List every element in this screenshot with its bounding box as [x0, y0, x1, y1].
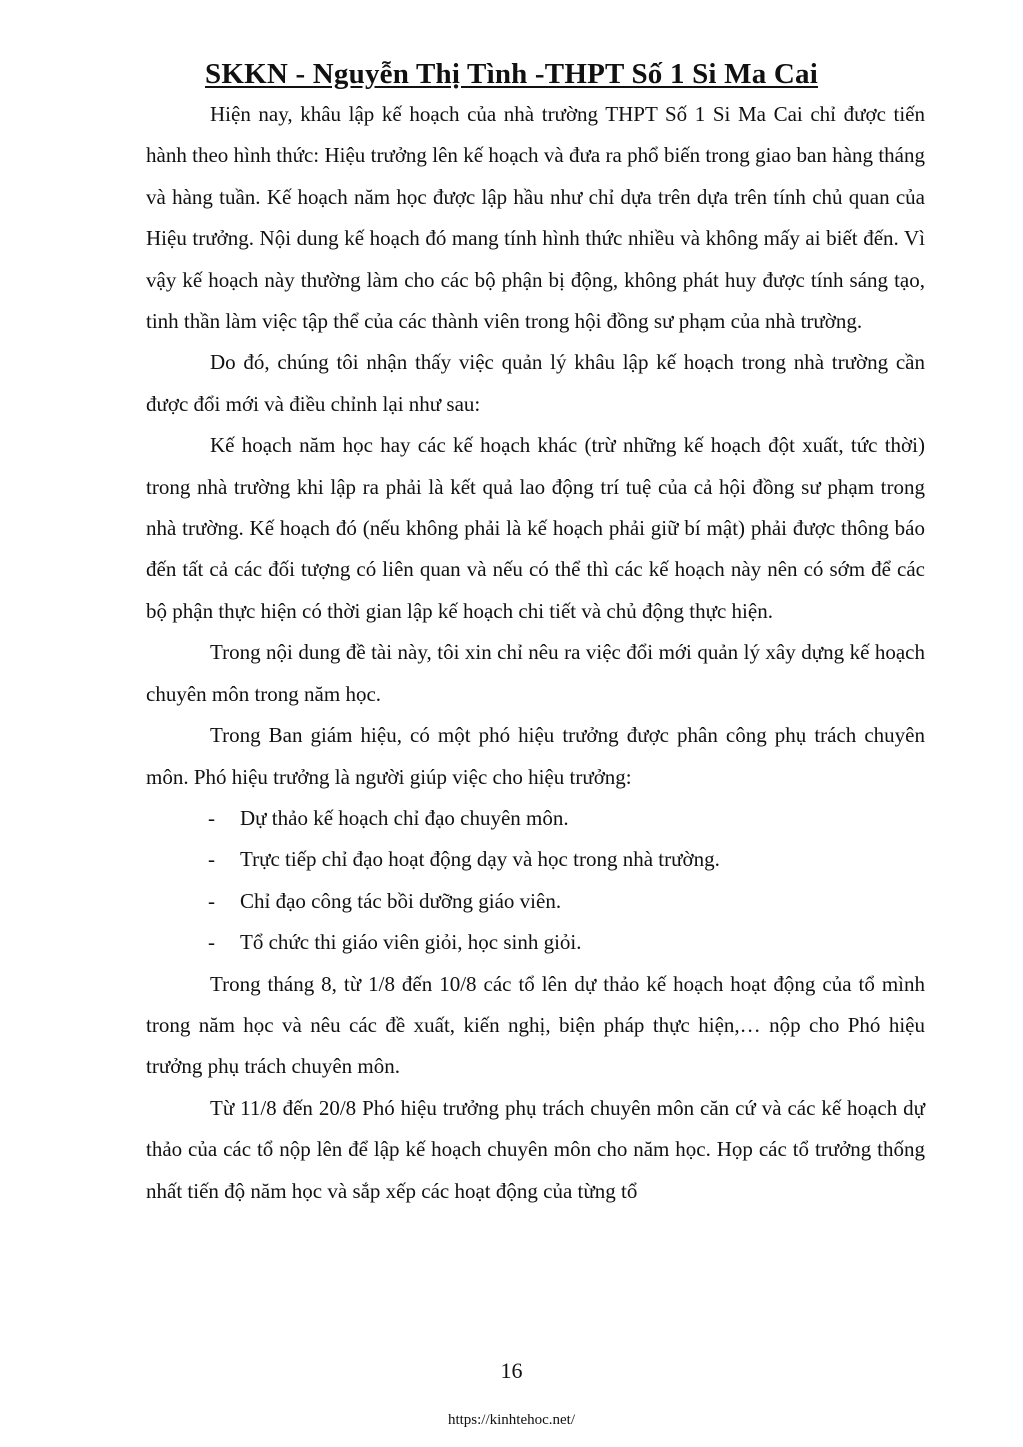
paragraph-planning-principles: Kế hoạch năm học hay các kế hoạch khác (trừ những kế hoạch đột xuất, tức thời) trong nhà trường khi lập ra phải là kết quả lao động trí tuệ của cả hội đồng sư phạm trong nhà trường. Kế hoạch đó (nếu không phải là kế hoạch phải giữ bí mật) phải được thông báo đến tất cả các đối tượng có liên quan và nếu có thể thì các kế hoạch này nên có sớm để các bộ phận thực hiện có thời gian lập kế hoạch chi tiết và chủ động thực hiện.: [146, 433, 925, 623]
list-item-text: Tổ chức thi giáo viên giỏi, học sinh giỏi.: [240, 930, 582, 955]
bullet-dash: -: [208, 930, 215, 955]
list-item-text: Dự thảo kế hoạch chỉ đạo chuyên môn.: [240, 805, 569, 830]
paragraph-topic-scope: Trong nội dung đề tài này, tôi xin chỉ nêu ra việc đổi mới quản lý xây dựng kế hoạch chuyên môn trong năm học.: [146, 640, 925, 706]
document-body: [146, 94, 925, 1212]
list-item: [146, 922, 925, 963]
list-item-text: Trực tiếp chỉ đạo hoạt động dạy và học trong nhà trường.: [240, 847, 720, 872]
paragraph-need-for-change: Do đó, chúng tôi nhận thấy việc quản lý khâu lập kế hoạch trong nhà trường cần được đổi mới và điều chỉnh lại như sau:: [146, 350, 925, 416]
bullet-dash: -: [208, 847, 215, 872]
list-item: [146, 839, 925, 880]
page-header-title: SKKN - Nguyễn Thị Tình -THPT Số 1 Si Ma Cai: [205, 58, 818, 90]
paragraph-vice-principal-role: Trong Ban giám hiệu, có một phó hiệu trưởng được phân công phụ trách chuyên môn. Phó hiệu trưởng là người giúp việc cho hiệu trưởng:: [146, 723, 925, 789]
list-item: [146, 881, 925, 922]
paragraph-current-planning: Hiện nay, khâu lập kế hoạch của nhà trường THPT Số 1 Si Ma Cai chỉ được tiến hành theo hình thức: Hiệu trưởng lên kế hoạch và đưa ra phổ biến trong giao ban hàng tháng và hàng tuần. Kế hoạch năm học được lập hầu như chỉ dựa trên dựa trên tính chủ quan của Hiệu trưởng. Nội dung kế hoạch đó mang tính hình thức nhiều và không mấy ai biết đến. Vì vậy kế hoạch này thường làm cho các bộ phận bị động, không phát huy được tính sáng tạo, tinh thần làm việc tập thể của các thành viên trong hội đồng sư phạm của nhà trường.: [146, 102, 925, 334]
page-number: 16: [500, 1358, 523, 1383]
duties-list: [146, 798, 925, 964]
list-item-text: Chỉ đạo công tác bồi dưỡng giáo viên.: [240, 888, 562, 913]
footer-source-url: https://kinhtehoc.net/: [447, 1412, 576, 1428]
paragraph-august-drafts: Trong tháng 8, từ 1/8 đến 10/8 các tổ lên dự thảo kế hoạch hoạt động của tổ mình trong năm học và nêu các đề xuất, kiến nghị, biện pháp thực hiện,… nộp cho Phó hiệu trưởng phụ trách chuyên môn.: [146, 971, 925, 1079]
paragraph-plan-consolidation: Từ 11/8 đến 20/8 Phó hiệu trưởng phụ trách chuyên môn căn cứ và các kế hoạch dự thảo của các tổ nộp lên để lập kế hoạch chuyên môn cho năm học. Họp các tổ trưởng thống nhất tiến độ năm học và sắp xếp các hoạt động của từng tổ: [146, 1095, 925, 1203]
list-item: [146, 798, 925, 839]
bullet-dash: -: [208, 888, 215, 913]
bullet-dash: -: [208, 805, 215, 830]
